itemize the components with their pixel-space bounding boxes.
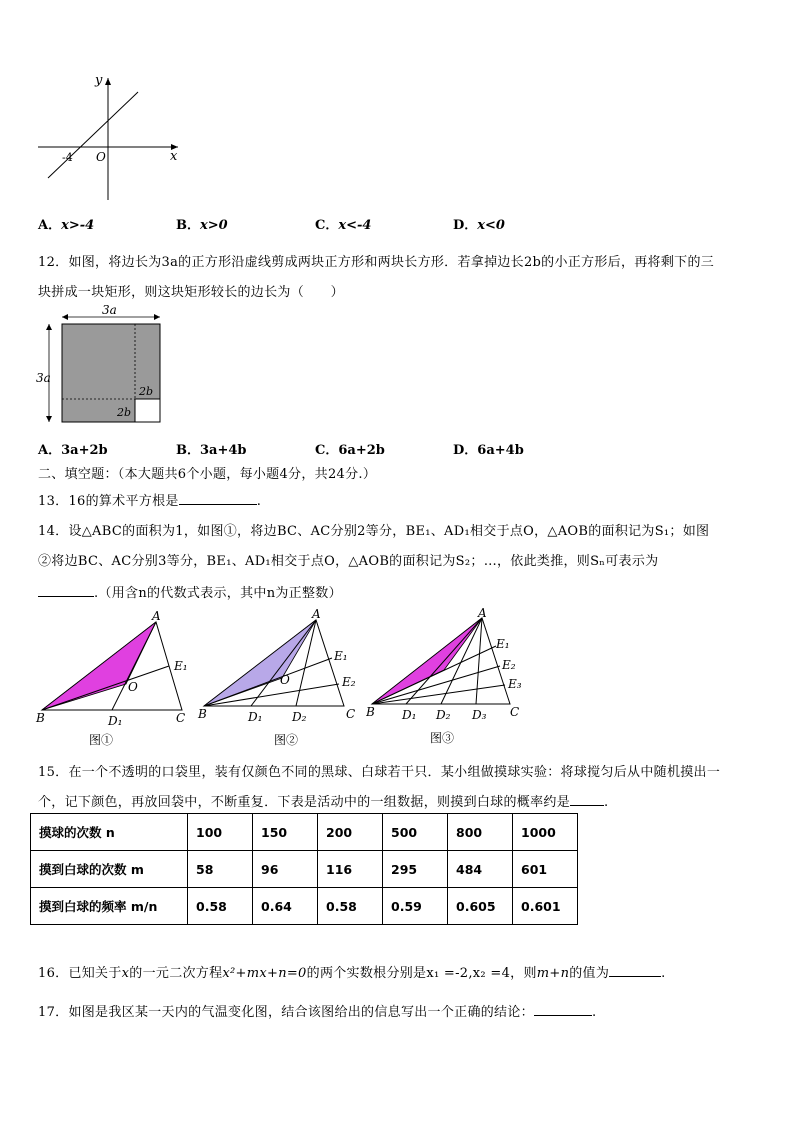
q12-option-a[interactable]: A．3a+2b <box>38 443 108 458</box>
origin-label: O <box>96 150 106 164</box>
q11-graph <box>30 70 190 205</box>
q14-line2: ②将边BC、AC分别3等分，BE₁、AD₁相交于点O，△AOB的面积记为S₂；…，依此类推，则Sₙ可表示为 <box>38 554 659 569</box>
svg-text:E₂: E₂ <box>342 675 356 689</box>
q12-line2: 块拼成一块矩形，则这块矩形较长的边长为（ ） <box>38 285 344 300</box>
table-row: 摸球的次数 n 100 150 200 500 800 1000 <box>31 814 578 851</box>
q14-figure-1 <box>34 608 196 748</box>
svg-text:E₁: E₁ <box>496 637 510 651</box>
q12-option-c[interactable]: C．6a+2b <box>315 443 385 458</box>
table-row: 摸到白球的频率 m/n 0.58 0.64 0.58 0.59 0.605 0.601 <box>31 888 578 925</box>
q11-option-c[interactable]: C．x<-4 <box>315 218 372 233</box>
q16-equation: x²+mx+n=0 <box>222 966 307 981</box>
q12-line1: 12．如图，将边长为3a的正方形沿虚线剪成两块正方形和两块长方形．若拿掉边长2b的小正方形后，再将剩下的三 <box>38 255 715 270</box>
svg-text:2b: 2b <box>139 385 154 398</box>
q13-answer-blank[interactable] <box>179 491 257 505</box>
q11-option-a[interactable]: A．x>-4 <box>38 218 95 233</box>
svg-text:图③: 图③ <box>430 731 455 745</box>
svg-text:C: C <box>346 707 356 721</box>
q17: 17．如图是我区某一天内的气温变化图，结合该图给出的信息写出一个正确的结论： . <box>38 1001 596 1020</box>
q11-option-d[interactable]: D．x<0 <box>453 218 505 233</box>
svg-text:E₁: E₁ <box>174 659 188 673</box>
q14-figure-3 <box>366 606 532 746</box>
q14-line1: 14．设△ABC的面积为1，如图①，将边BC、AC分别2等分，BE₁、AD₁相交于点O，△AOB的面积记为S₁；如图 <box>38 524 710 539</box>
table-row: 摸到白球的次数 m 58 96 116 295 484 601 <box>31 851 578 888</box>
q12-square-figure <box>34 302 169 427</box>
svg-text:E₁: E₁ <box>334 649 348 663</box>
svg-text:D₁: D₁ <box>402 708 417 722</box>
svg-text:A: A <box>152 609 161 623</box>
svg-text:D₂: D₂ <box>292 710 307 724</box>
svg-text:3a: 3a <box>102 303 117 317</box>
svg-text:D₁: D₁ <box>248 710 263 724</box>
q12-option-b[interactable]: B．3a+4b <box>176 443 247 458</box>
svg-text:D₃: D₃ <box>472 708 487 722</box>
q12-option-d[interactable]: D．6a+4b <box>453 443 524 458</box>
svg-text:2b: 2b <box>117 406 132 419</box>
q16: 16．已知关于x的一元二次方程x²+mx+n=0的两个实数根分别是x₁ =-2,x₂ =4，则m+n的值为 . <box>38 962 666 981</box>
svg-text:O: O <box>280 673 290 687</box>
q15-frequency-table <box>30 813 578 925</box>
svg-text:图②: 图② <box>274 733 299 747</box>
svg-text:B: B <box>36 711 45 725</box>
intercept-label: -4 <box>62 151 73 164</box>
svg-text:B: B <box>366 705 375 719</box>
svg-text:B: B <box>198 707 207 721</box>
svg-text:E₂: E₂ <box>502 658 516 672</box>
y-axis-label: y <box>95 73 103 88</box>
svg-text:D₁: D₁ <box>108 714 123 728</box>
svg-text:A: A <box>312 608 321 621</box>
svg-text:C: C <box>510 705 520 719</box>
q15-answer-blank[interactable] <box>570 792 604 806</box>
svg-text:图①: 图① <box>89 733 114 747</box>
q17-answer-blank[interactable] <box>534 1002 592 1016</box>
q14-figure-2 <box>196 608 366 748</box>
svg-text:A: A <box>478 606 487 620</box>
q16-answer-blank[interactable] <box>609 963 661 977</box>
svg-text:E₃: E₃ <box>508 677 522 691</box>
svg-text:D₂: D₂ <box>436 708 451 722</box>
section-heading: 二、填空题：（本大题共6个小题，每小题4分，共24分.） <box>38 467 377 482</box>
q15-line1: 15．在一个不透明的口袋里，装有仅颜色不同的黑球、白球若干只．某小组做摸球实验：将球搅匀后从中随机摸出一 <box>38 765 721 780</box>
q13: 13．16的算术平方根是 . <box>38 490 261 509</box>
q14-answer-blank[interactable] <box>38 583 94 597</box>
x-axis-label: x <box>170 149 178 164</box>
q15-line2: 个，记下颜色，再放回袋中，不断重复．下表是活动中的一组数据，则摸到白球的概率约是 . <box>38 791 608 810</box>
svg-text:O: O <box>128 680 138 694</box>
svg-text:3a: 3a <box>36 371 51 385</box>
q11-option-b[interactable]: B．x>0 <box>176 218 228 233</box>
svg-text:C: C <box>176 711 186 725</box>
q14-line3: .（用含n的代数式表示，其中n为正整数） <box>38 582 342 601</box>
